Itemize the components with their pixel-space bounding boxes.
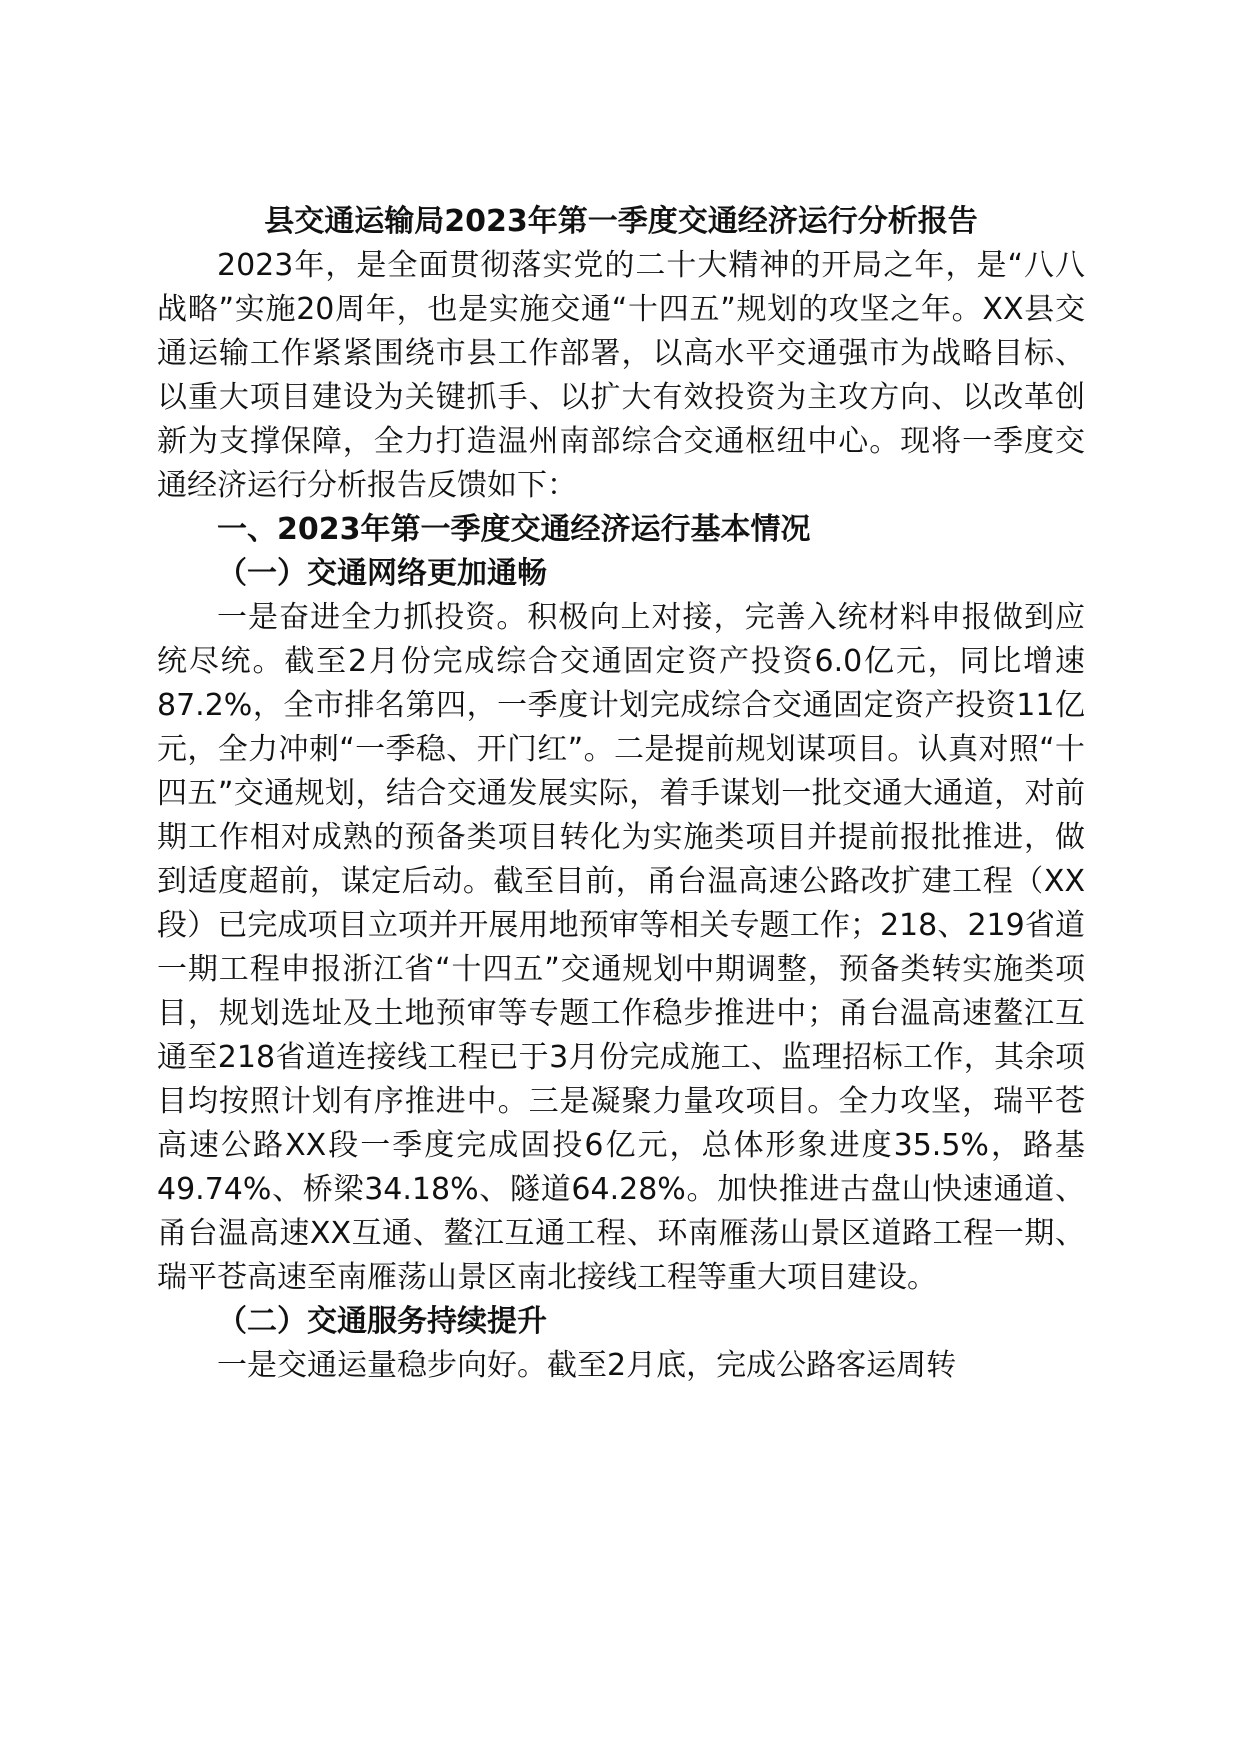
subsection-heading-1: （一）交通网络更加通畅: [217, 556, 547, 591]
document-body: [157, 200, 1085, 1388]
intro-paragraph: 2023年，是全面贯彻落实党的二十大精神的开局之年，是“八八战略”实施20周年，也是实施交通“十四五”规划的攻坚之年。XX县交通运输工作紧紧围绕市县工作部署，以高水平交通强市为战略目标、以重大项目建设为关键抓手、以扩大有效投资为主攻方向、以改革创新为支撑保障，全力打造温州南部综合交通枢纽中心。现将一季度交通经济运行分析报告反馈如下：: [157, 248, 1085, 503]
subsection-2-paragraph: 一是交通运量稳步向好。截至2月底，完成公路客运周转: [217, 1348, 957, 1383]
section-heading-1: 一、2023年第一季度交通经济运行基本情况: [217, 512, 811, 547]
subsection-1-paragraph: 一是奋进全力抓投资。积极向上对接，完善入统材料申报做到应统尽统。截至2月份完成综合交通固定资产投资6.0亿元，同比增速87.2%，全市排名第四，一季度计划完成综合交通固定资产投资11亿元，全力冲刺“一季稳、开门红”。二是提前规划谋项目。认真对照“十四五”交通规划，结合交通发展实际，着手谋划一批交通大通道，对前期工作相对成熟的预备类项目转化为实施类项目并提前报批推进，做到适度超前，谋定后动。截至目前，甬台温高速公路改扩建工程（XX段）已完成项目立项并开展用地预审等相关专题工作；218、219省道一期工程申报浙江省“十四五”交通规划中期调整，预备类转实施类项目，规划选址及土地预审等专题工作稳步推进中；甬台温高速鳌江互通至218省道连接线工程已于3月份完成施工、监理招标工作，其余项目均按照计划有序推进中。三是凝聚力量攻项目。全力攻坚，瑞平苍高速公路XX段一季度完成固投6亿元，总体形象进度35.5%，路基49.74%、桥梁34.18%、隧道64.28%。加快推进古盘山快速通道、甬台温高速XX互通、鳌江互通工程、环南雁荡山景区道路工程一期、瑞平苍高速至南雁荡山景区南北接线工程等重大项目建设。: [157, 600, 1085, 1295]
document-title: 县交通运输局2023年第一季度交通经济运行分析报告: [264, 204, 978, 239]
subsection-heading-2: （二）交通服务持续提升: [217, 1304, 547, 1339]
